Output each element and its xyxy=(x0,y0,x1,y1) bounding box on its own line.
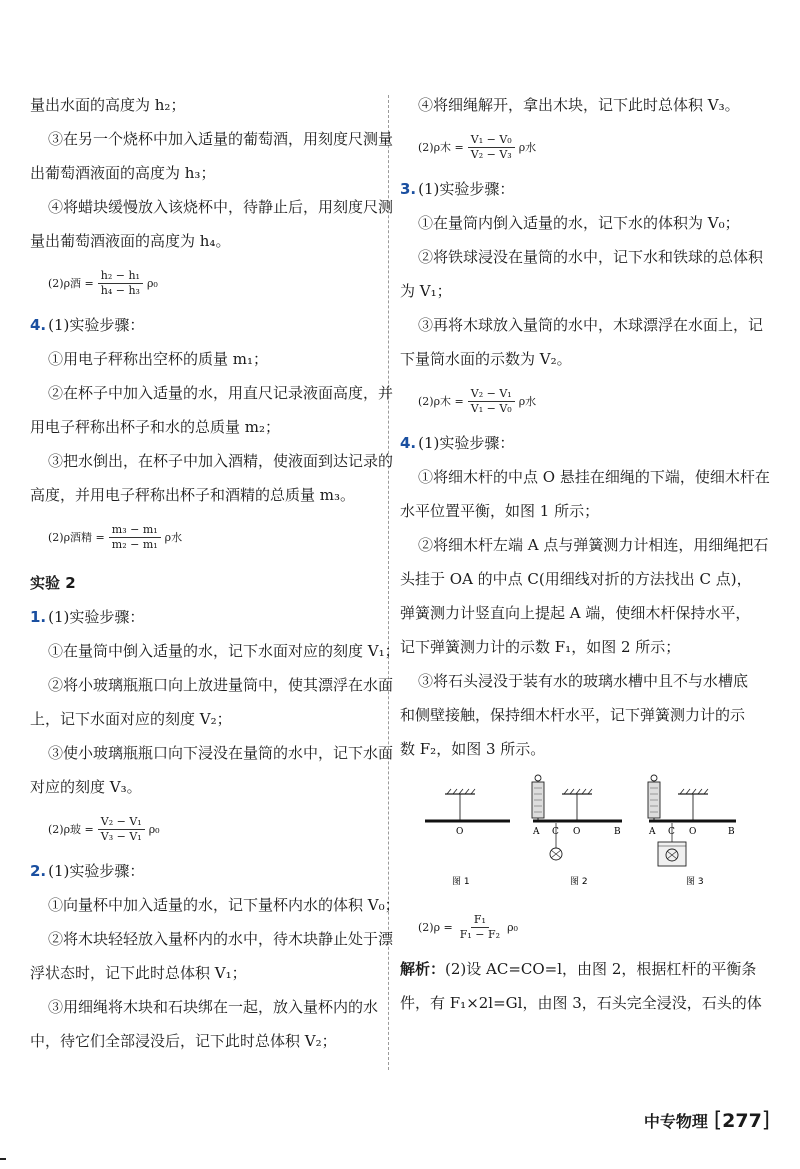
text-line: 量出水面的高度为 h₂； xyxy=(30,96,186,114)
fraction xyxy=(468,133,515,162)
text-line: ①在量筒内倒入适量的水，记下水的体积为 V₀； xyxy=(418,214,740,232)
formula-rho-wood-ball xyxy=(400,376,770,426)
label-B: B xyxy=(728,827,735,837)
numerator: F₁ xyxy=(471,913,489,928)
label-C: C xyxy=(552,827,559,837)
text-line: 对应的刻度 V₃。 xyxy=(30,778,142,796)
numerator: h₂ − h₁ xyxy=(98,269,143,284)
fraction xyxy=(98,815,145,844)
text-line: 高度，并用电子秤称出杯子和酒精的总质量 m₃。 xyxy=(30,486,356,504)
text-line: ④将蜡块缓慢放入该烧杯中，待静止后，用刻度尺测 xyxy=(48,198,394,216)
left-column xyxy=(30,88,400,1058)
question-title: (1)实验步骤： xyxy=(48,316,145,334)
right-column xyxy=(400,88,770,1020)
formula-rho-glass xyxy=(30,804,380,854)
text-line: ④将细绳解开，拿出木块，记下此时总体积 V₃。 xyxy=(418,96,740,114)
formula-prefix: (2)ρ酒 = xyxy=(48,277,94,290)
text-line: 弹簧测力计竖直向上提起 A 端，使细木杆保持水平， xyxy=(400,604,751,622)
text-line: ②将木块轻轻放入量杯内的水中，待木块静止处于漂 xyxy=(48,930,394,948)
denominator: V₁ − V₀ xyxy=(470,401,512,415)
numerator: V₂ − V₁ xyxy=(98,815,145,830)
text-line: 水平位置平衡，如图 1 所示； xyxy=(400,502,600,520)
text-line: 用电子秤称出杯子和水的总质量 m₂； xyxy=(30,418,281,436)
text-line: 量出葡萄酒液面的高度为 h₄。 xyxy=(30,232,231,250)
crop-mark xyxy=(0,1158,6,1160)
numerator: V₂ − V₁ xyxy=(468,387,515,402)
formula-suffix: ρ₀ xyxy=(148,822,160,836)
lever-figures xyxy=(400,772,770,902)
question-title: (1)实验步骤： xyxy=(418,180,515,198)
text-line: 数 F₂，如图 3 所示。 xyxy=(400,740,546,758)
question-number: 1. xyxy=(30,608,47,626)
formula-prefix: (2)ρ玻 = xyxy=(48,823,94,836)
text-line: ②将小玻璃瓶瓶口向上放进量筒中，使其漂浮在水面 xyxy=(48,676,394,694)
lever-diagrams-svg xyxy=(400,772,770,902)
fraction xyxy=(109,523,161,552)
question-title: (1)实验步骤： xyxy=(48,862,145,880)
text-line: ①向量杯中加入适量的水，记下量杯内水的体积 V₀； xyxy=(48,896,400,914)
figure-3 xyxy=(648,775,736,887)
formula-suffix: ρ₀ xyxy=(146,276,158,290)
text-line: ①将细木杆的中点 O 悬挂在细绳的下端，使细木杆在 xyxy=(418,468,770,486)
text-line: ③用细绳将木块和石块绑在一起，放入量杯内的水 xyxy=(48,998,379,1016)
formula-rho-wine xyxy=(30,258,380,308)
formula-suffix: ρ₀ xyxy=(507,920,518,934)
page-number: 277 xyxy=(722,1110,762,1132)
figure-1 xyxy=(425,789,510,887)
formula-suffix: ρ水 xyxy=(164,531,183,544)
label-C: C xyxy=(668,827,675,837)
formula-prefix: (2)ρ = xyxy=(418,920,453,934)
text-line: ③使小玻璃瓶瓶口向下浸没在量筒的水中，记下水面 xyxy=(48,744,394,762)
text-line: 头挂于 OA 的中点 C(用细线对折的方法找出 C 点)， xyxy=(400,570,752,588)
question-number: 3. xyxy=(400,180,417,198)
label-O: O xyxy=(573,827,581,837)
text-line: ③再将木球放入量筒的水中，木球漂浮在水面上，记 xyxy=(418,316,764,334)
text-line: ③将石头浸没于装有水的玻璃水槽中且不与水槽底 xyxy=(418,672,749,690)
text-line: ③在另一个烧杯中加入适量的葡萄酒，用刻度尺测量 xyxy=(48,130,394,148)
text-line: ①在量筒中倒入适量的水，记下水面对应的刻度 V₁； xyxy=(48,642,400,660)
water-tank-icon xyxy=(658,842,686,866)
text-line: 和侧壁接触，保持细木杆水平，记下弹簧测力计的示 xyxy=(400,706,746,724)
question-title: (1)实验步骤： xyxy=(48,608,145,626)
formula-prefix: (2)ρ酒精 = xyxy=(48,531,105,544)
formula-rho-alcohol xyxy=(30,512,380,562)
numerator: V₁ − V₀ xyxy=(468,133,515,148)
denominator: V₂ − V₃ xyxy=(470,147,512,161)
page-footer: 中专物理 [277] xyxy=(643,1108,770,1132)
formula-suffix: ρ水 xyxy=(518,141,537,154)
label-O: O xyxy=(689,827,697,837)
text-line: ①用电子秤称出空杯的质量 m₁； xyxy=(48,350,269,368)
denominator: h₄ − h₃ xyxy=(100,283,140,297)
figure-2 xyxy=(532,775,622,887)
analysis-label: 解析： xyxy=(400,960,446,978)
text-line: 为 V₁； xyxy=(400,282,452,300)
text-line: ②将铁球浸没在量筒的水中，记下水和铁球的总体积 xyxy=(418,248,764,266)
figure-3-caption: 图 3 xyxy=(686,877,704,887)
text-line: 中，待它们全部浸没后，记下此时总体积 V₂； xyxy=(30,1032,337,1050)
text-line: (2)设 AC=CO=l，由图 2，根据杠杆的平衡条 xyxy=(445,960,757,978)
text-line: 出葡萄酒液面的高度为 h₃； xyxy=(30,164,216,182)
numerator: m₃ − m₁ xyxy=(109,523,161,538)
formula-rho-wood xyxy=(400,122,770,172)
footer-subject: 中专物理 xyxy=(643,1111,708,1131)
formula-prefix: (2)ρ木 = xyxy=(418,141,464,154)
text-line: ②在杯子中加入适量的水，用直尺记录液面高度，并 xyxy=(48,384,394,402)
fraction xyxy=(468,387,515,416)
question-title: (1)实验步骤： xyxy=(418,434,515,452)
figure-1-caption: 图 1 xyxy=(452,877,470,887)
section-heading: 实验 2 xyxy=(30,574,76,592)
text-line: ③把水倒出，在杯子中加入酒精，使液面到达记录的 xyxy=(48,452,394,470)
text-line: ②将细木杆左端 A 点与弹簧测力计相连，用细绳把石 xyxy=(418,536,769,554)
label-O: O xyxy=(456,827,464,837)
label-B: B xyxy=(614,827,621,837)
label-A: A xyxy=(533,827,540,837)
question-number: 4. xyxy=(400,434,417,452)
text-line: 记下弹簧测力计的示数 F₁，如图 2 所示； xyxy=(400,638,681,656)
formula-prefix: (2)ρ木 = xyxy=(418,395,464,408)
formula-rho-stone xyxy=(400,902,770,952)
text-line: 浮状态时，记下此时总体积 V₁； xyxy=(30,964,247,982)
text-line: 下量筒水面的示数为 V₂。 xyxy=(400,350,572,368)
question-number: 2. xyxy=(30,862,47,880)
question-number: 4. xyxy=(30,316,47,334)
denominator: V₃ − V₁ xyxy=(100,829,142,843)
label-A: A xyxy=(649,827,656,837)
formula-suffix: ρ水 xyxy=(518,395,537,408)
fraction xyxy=(457,913,503,942)
denominator: m₂ − m₁ xyxy=(111,537,158,551)
figure-2-caption: 图 2 xyxy=(570,877,588,887)
denominator: F₁ − F₂ xyxy=(459,927,501,941)
text-line: 件，有 F₁×2l=Gl，由图 3，石头完全浸没，石头的体 xyxy=(400,994,762,1012)
text-line: 上，记下水面对应的刻度 V₂； xyxy=(30,710,232,728)
fraction xyxy=(98,269,143,298)
